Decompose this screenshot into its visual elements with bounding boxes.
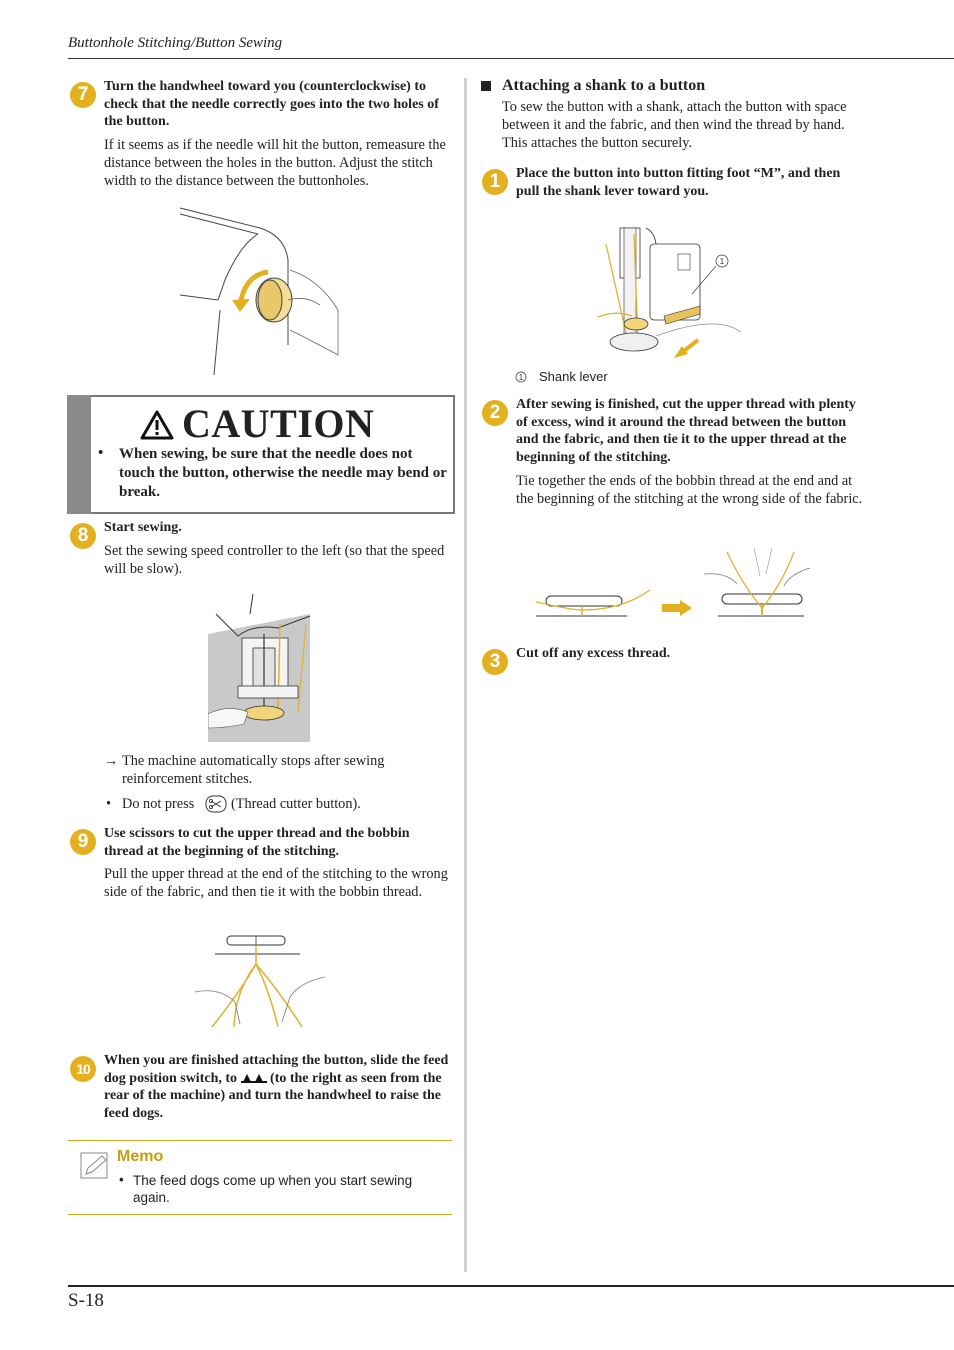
section-intro: To sew the button with a shank, attach the button with space between it and the fabric, and then wind the thread by hand. This attaches the button securely. [502, 99, 847, 151]
step-9-body: Pull the upper thread at the end of the stitching to the wrong side of the fabric, and then tie it with the bobbin thread. [104, 866, 448, 900]
callout-label: Shank lever [539, 369, 608, 384]
section-square-icon [481, 81, 491, 91]
right-step-1-heading: Place the button into button fitting foot “M”, and then pull the shank lever toward you. [516, 166, 841, 199]
right-step-3-heading: Cut off any excess thread. [516, 646, 671, 661]
step-7-badge: 7 [70, 82, 96, 108]
memo-text: The feed dogs come up when you start sewing again. [133, 1173, 413, 1205]
handwheel-illustration [170, 200, 350, 378]
button-fitting-foot-illustration [596, 224, 746, 360]
caution-side-bar [67, 395, 91, 514]
step-10-heading [104, 1052, 450, 1122]
right-step-2-body: Tie together the ends of the bobbin thread at the end and at the beginning of the stitching at the wrong side of the fabric. [516, 473, 863, 507]
step-10-badge: 10 [70, 1056, 96, 1082]
caution-title: CAUTION [182, 401, 375, 446]
step-8-note-after: (Thread cutter button). [231, 796, 361, 812]
step-7-body: If it seems as if the needle will hit the button, remeasure the distance between the holes in the button. Adjust the stitch width to the distance between the buttonholes. [104, 137, 446, 189]
step-8-note-before: Do not press [122, 796, 195, 812]
memo-title: Memo [117, 1148, 164, 1165]
step-10-heading-before: When you are finished attaching the button, slide the feed dog position switch, to [104, 1053, 449, 1086]
right-step-1-badge: 1 [482, 169, 508, 195]
warning-triangle-icon [140, 410, 174, 440]
step-9-badge: 9 [70, 829, 96, 855]
running-header: Buttonhole Stitching/Button Sewing [68, 35, 283, 51]
sewing-foot-illustration [208, 594, 312, 744]
bullet: • [106, 796, 112, 812]
step-7-heading: Turn the handwheel toward you (counterclockwise) to check that the needle correctly goes into the two holes of the button. [104, 79, 439, 129]
step-8-result: The machine automatically stops after sewing reinforcement stitches. [122, 753, 385, 787]
header-rule [68, 58, 954, 59]
right-step-2-badge: 2 [482, 400, 508, 426]
column-divider [464, 78, 467, 1272]
right-step-2-heading: After sewing is finished, cut the upper thread with plenty of excess, wind it around the thread between the button and the fabric, and then tie it to the upper thread at the beginning of the stitching. [516, 397, 856, 465]
right-step-3-badge: 3 [482, 649, 508, 675]
callout-legend-number: 1 [518, 373, 524, 382]
footer-rule [68, 1285, 954, 1287]
section-title: Attaching a shank to a button [502, 77, 706, 94]
memo-top-rule [68, 1140, 452, 1141]
memo-pencil-icon [80, 1152, 110, 1180]
step-8-heading: Start sewing. [104, 520, 182, 535]
result-arrow: → [104, 753, 119, 769]
page-number: S-18 [68, 1290, 104, 1311]
step-8-body: Set the sewing speed controller to the left (so that the speed will be slow). [104, 543, 445, 577]
feed-dog-raised-icon [241, 1072, 267, 1084]
callout-number: 1 [719, 257, 725, 266]
thread-winding-illustration [532, 544, 812, 624]
step-10-heading-after: (to the right as seen from the rear of the machine) and turn the handwheel to raise the feed dogs. [104, 1070, 442, 1121]
thread-tying-illustration [190, 932, 330, 1034]
memo-bottom-rule [68, 1214, 452, 1215]
bullet: • [119, 1172, 124, 1187]
bullet: • [98, 445, 104, 461]
caution-text: When sewing, be sure that the needle does not touch the button, otherwise the needle may bend or break. [119, 446, 447, 500]
callout-circle-icon [515, 371, 527, 383]
thread-cutter-button-icon [205, 795, 227, 813]
step-9-heading: Use scissors to cut the upper thread and the bobbin thread at the beginning of the stitching. [104, 826, 410, 859]
step-8-badge: 8 [70, 523, 96, 549]
